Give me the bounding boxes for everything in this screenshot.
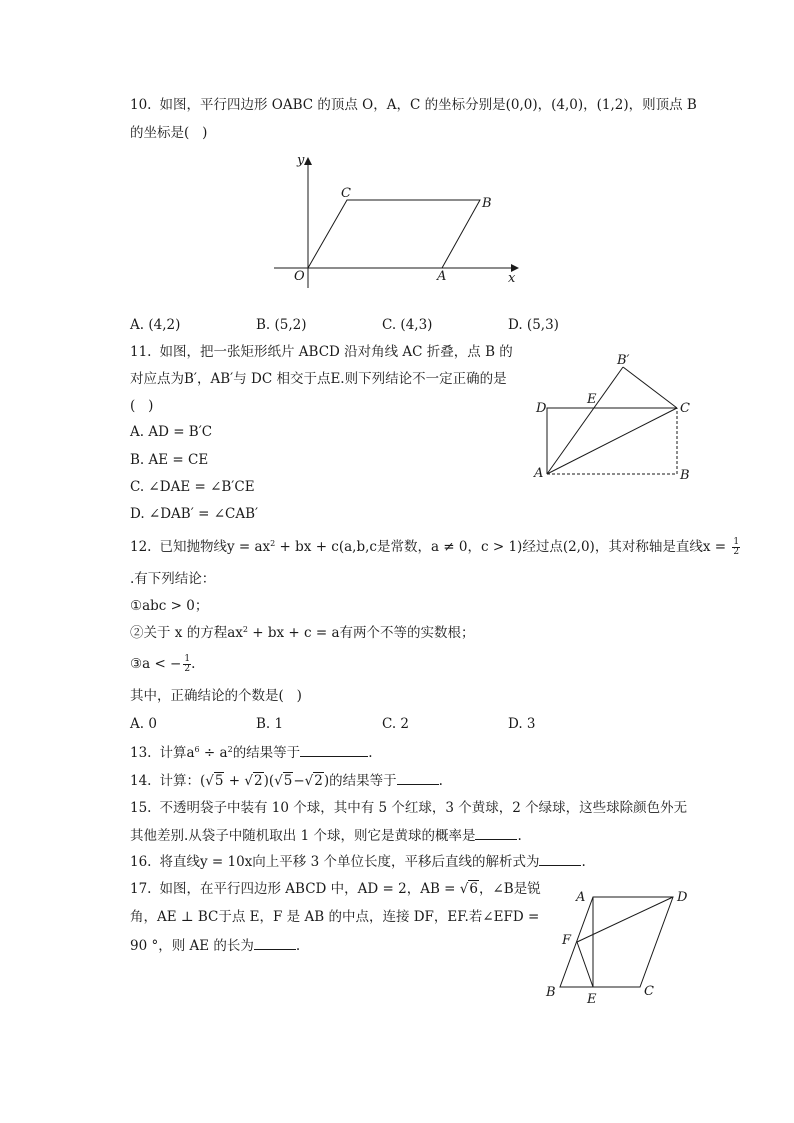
label-a: A <box>576 890 586 905</box>
label-d: D <box>536 401 547 416</box>
question-number: 15. <box>130 800 152 816</box>
question-number: 12. <box>130 539 152 555</box>
q12-option-b: B. 1 <box>256 716 284 732</box>
sqrt: √6 <box>459 881 478 897</box>
q11-line1 <box>130 343 513 361</box>
sqrt: √2 <box>244 773 263 789</box>
q11-line3: ( ) <box>130 398 154 414</box>
answer-blank <box>539 852 581 866</box>
sqrt: √5 <box>274 773 293 789</box>
answer-blank <box>475 826 517 840</box>
q11-figure <box>530 350 700 485</box>
q10-option-d: D. (5,3) <box>508 317 559 333</box>
q15-line2: 其他差别.从袋子中随机取出 1 个球，则它是黄球的概率是 . <box>130 828 522 844</box>
question-number: 17. <box>130 881 152 897</box>
answer-blank <box>300 743 368 757</box>
q17-line2: 角，AE ⊥ BC于点 E，F 是 AB 的中点，连接 DF，EF.若∠EFD = <box>130 909 540 925</box>
q11-line2: 对应点为B′，AB′与 DC 相交于点E.则下列结论不一定正确的是 <box>130 371 507 387</box>
q11-text: 如图，把一张矩形纸片 ABCD 沿对角线 AC 折叠，点 B 的 <box>159 344 513 360</box>
label-y: y <box>297 153 305 168</box>
q14-line: 14. 计算：(√5 + √2)(√5−√2)的结果等于 . <box>130 773 443 789</box>
answer-blank <box>254 936 296 950</box>
q13-line: 13. 计算$a^6 \div a^2$的结果等于 . <box>130 745 373 761</box>
label-e: E <box>587 992 597 1007</box>
label-a: A <box>534 466 544 481</box>
answer-blank <box>397 771 439 785</box>
q10-line2: 的坐标是( ) <box>130 125 208 141</box>
question-number: 16. <box>130 854 152 870</box>
q17-figure <box>540 882 700 1007</box>
q12-option-c: C. 2 <box>382 716 410 732</box>
q11-option-c: C. ∠DAE = ∠B′CE <box>130 479 255 495</box>
q12-option-d: D. 3 <box>508 716 536 732</box>
segment-ab-prime <box>547 367 623 474</box>
label-d: D <box>677 890 688 905</box>
q10-figure <box>260 150 530 290</box>
q12-conclusion-3: ③a < − $\frac{1}{2}$ . <box>130 654 196 674</box>
q12-conclusion-2: ②关于 x 的方程$ax^2$ + bx + c = a有两个不等的实数根； <box>130 625 475 641</box>
question-number: 14. <box>130 773 152 789</box>
label-c: C <box>341 186 351 201</box>
label-c: C <box>680 401 690 416</box>
parallelogram-oabc <box>308 200 480 268</box>
q15-line1: 15. 不透明袋子中装有 10 个球，其中有 5 个红球，3 个黄球，2 个绿球，这些球除颜色外无 <box>130 800 688 816</box>
question-number: 13. <box>130 745 152 761</box>
fraction-half: $\frac{1}{2}$ <box>184 654 191 674</box>
parallelogram-abcd <box>560 897 673 987</box>
q10-line1 <box>130 96 697 114</box>
sqrt: √5 <box>205 773 224 789</box>
q12-option-a: A. 0 <box>130 716 157 732</box>
question-number: 10. <box>130 97 152 113</box>
label-b: B <box>546 985 556 1000</box>
fraction-half: $\frac{1}{2}$ <box>733 537 740 557</box>
label-b: B <box>680 468 690 483</box>
q11-option-d: D. ∠DAB′ = ∠CAB′ <box>130 506 259 522</box>
q10-text: 如图，平行四边形 OABC 的顶点 O，A，C 的坐标分别是(0,0)，(4,0)，(1,2)，则顶点 B <box>159 97 697 113</box>
q16-line: 16. 将直线y = 10x向上平移 3 个单位长度，平移后直线的解析式为 . <box>130 854 586 870</box>
q10-option-b: B. (5,2) <box>256 317 307 333</box>
label-c: C <box>644 984 654 999</box>
q11-option-a: A. AD = B′C <box>130 424 213 440</box>
segment-b-prime-c <box>623 367 677 408</box>
q17-line3: 90 °，则 AE 的长为 . <box>130 938 301 954</box>
label-a: A <box>437 269 447 284</box>
diagonal-ac <box>547 408 677 474</box>
label-o: O <box>294 269 305 284</box>
q12-conclusion-1: ①abc > 0； <box>130 598 209 614</box>
question-number: 11. <box>130 344 152 360</box>
label-x: x <box>508 271 516 286</box>
q11-option-b: B. AE = CE <box>130 452 209 468</box>
label-b-prime: B′ <box>617 353 630 368</box>
q12-line2: .有下列结论： <box>130 571 216 587</box>
segment-fe <box>577 942 593 987</box>
q17-line1: 17. 如图，在平行四边形 ABCD 中，AD = 2，AB = √6，∠B是锐 <box>130 881 541 897</box>
q12-question: 其中，正确结论的个数是( ) <box>130 688 302 704</box>
label-b: B <box>482 196 492 211</box>
label-e: E <box>587 392 597 407</box>
sqrt: √2 <box>304 773 323 789</box>
q10-option-c: C. (4,3) <box>382 317 433 333</box>
label-f: F <box>562 933 572 948</box>
q10-option-a: A. (4,2) <box>130 317 181 333</box>
q12-line1: 12. 已知抛物线$y = ax^2$ + bx + c(a,b,c是常数，a ≠ 0，c > 1)经过点(2,0)，其对称轴是直线x = $\frac{1}{2}$ <box>130 537 740 557</box>
